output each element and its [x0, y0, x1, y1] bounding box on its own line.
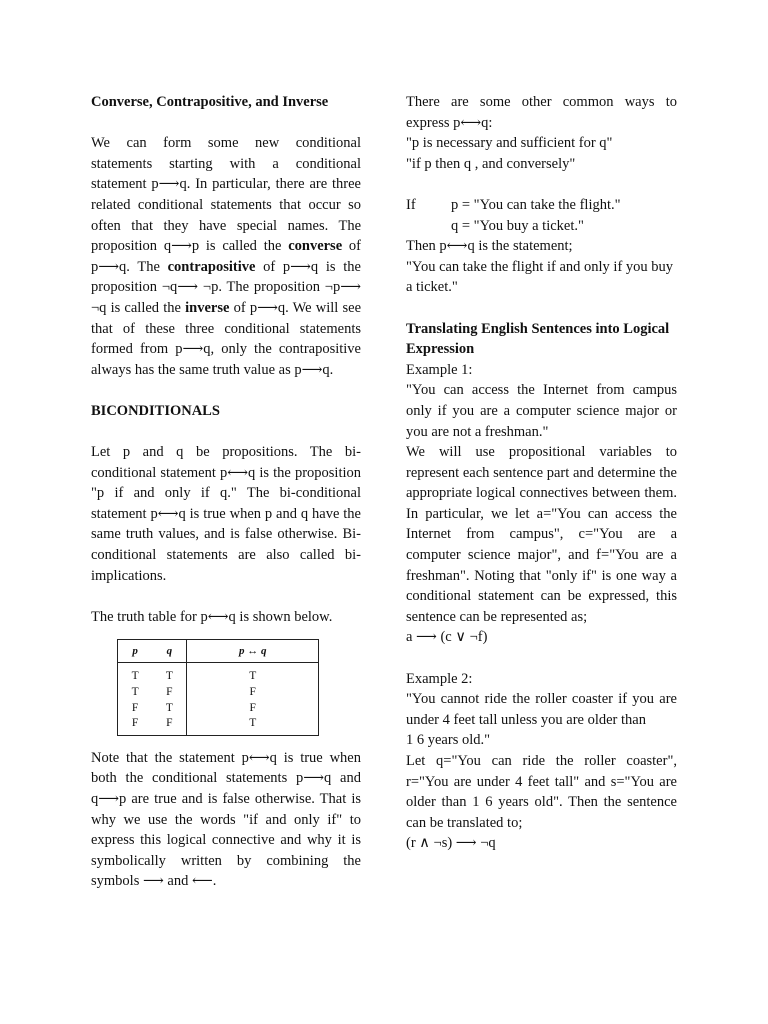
other-ways-intro: There are some other common ways to express p⟷q:: [406, 94, 677, 131]
section-heading-converse: Converse, Contrapositive, and Inverse: [91, 94, 329, 110]
header-p-iff-q: p ↔ q: [187, 640, 319, 663]
cell: T: [131, 686, 139, 699]
cell: F: [187, 701, 319, 717]
term-contrapositive: contrapositive: [167, 258, 256, 275]
biconditional-paragraph: Let p and q be propositions. The bi-conditional statement p⟷q is the proposition "p if and only if q." The bi-conditional statement p⟷q is true when p and q have the same truth values, and is false otherwise. Bi-conditional statements are also called bi-implications.: [91, 444, 361, 584]
term-inverse: inverse: [185, 299, 230, 316]
table-row: [118, 716, 319, 735]
cell: F: [187, 685, 319, 701]
cell: F: [166, 717, 173, 730]
example-2-label: Example 2:: [406, 670, 473, 687]
example-1-expression: a ⟶ (c ∨ ¬f): [406, 629, 488, 646]
cell: T: [131, 670, 139, 683]
q-definition: q = "You buy a ticket.": [451, 217, 584, 234]
paragraph-text: of p⟶q. The: [91, 238, 361, 275]
then-line: Then p⟷q is the statement;: [406, 238, 573, 255]
header-q: q: [166, 644, 173, 657]
term-converse: converse: [288, 238, 343, 255]
example-1-label: Example 1:: [406, 361, 473, 378]
truth-table-header-row: [118, 640, 319, 663]
table-row: [118, 701, 319, 717]
if-p-definition: [406, 195, 677, 216]
way-conversely: "if p then q , and conversely": [406, 155, 576, 172]
truth-table-wrapper: [91, 627, 361, 747]
right-column: [406, 92, 677, 854]
cell: F: [166, 686, 173, 699]
example-2-quote-line2: 1 6 years old.": [406, 732, 491, 749]
example-2-expression: (r ∧ ¬s) ⟶ ¬q: [406, 835, 496, 852]
cell: T: [187, 716, 319, 735]
example-1-quote: "You can access the Internet from campus only if you are a computer science major or you are not a freshman.": [406, 382, 677, 440]
table-row: [118, 685, 319, 701]
header-p: p: [132, 644, 138, 657]
if-label: If: [406, 196, 416, 213]
paragraph-text: We can form some new conditional statements starting with a conditional statement p⟶q. In particular, there are three related conditional statements that occur so often that they have special names. The proposition q⟶p is called the: [91, 135, 361, 255]
left-column: [91, 92, 361, 892]
truth-table-intro: The truth table for p⟷q is shown below.: [91, 608, 333, 625]
cell: T: [187, 663, 319, 685]
cell: F: [131, 701, 139, 714]
flight-statement: "You can take the flight if and only if you buy a ticket.": [406, 258, 674, 296]
converse-paragraph: [91, 133, 361, 380]
cell: F: [131, 717, 139, 730]
paragraph-text: of p⟶q. We will see that of these three conditional statements formed from p⟶q, only the contrapositive always has the same truth value as p⟶q.: [91, 299, 362, 378]
section-heading-translating: Translating English Sentences into Logical Expression: [406, 320, 670, 358]
cell: T: [165, 670, 173, 683]
cell: T: [165, 701, 173, 714]
section-heading-biconditionals: BICONDITIONALS: [91, 402, 220, 419]
p-definition: p = "You can take the flight.": [451, 196, 621, 213]
way-necessary-sufficient: "p is necessary and sufficient for q": [406, 135, 613, 152]
iff-explanation-paragraph: Note that the statement p⟷q is true when both the conditional statements p⟶q and q⟶p are true and is false otherwise. That is why we use the words "if and only if" to express this logical connective and why it is symbolically written by combining the symbols ⟶ and ⟵.: [91, 749, 361, 890]
truth-table: [117, 639, 319, 735]
example-1-body: We will use propositional variables to represent each sentence part and determine the appropriate logical connectives between them. In particular, we let a="You can access the Internet from campus", c="You are a computer science major", and f="You are a freshman". Noting that "only if" is one way a conditional statement can be expressed, this sentence can be represented as;: [406, 444, 677, 625]
example-2-body: Let q="You can ride the roller coaster", r="You are under 4 feet tall" and s="You are older than 1 6 years old". Then the sentence can be translated to;: [406, 753, 677, 831]
paragraph-text: of p⟶q is the proposition ¬q⟶ ¬p. The proposition ¬p⟶ ¬q is called the: [91, 258, 361, 316]
example-2-quote-line1: "You cannot ride the roller coaster if you are under 4 feet tall unless you are older than: [406, 691, 677, 728]
table-row: [118, 663, 319, 685]
